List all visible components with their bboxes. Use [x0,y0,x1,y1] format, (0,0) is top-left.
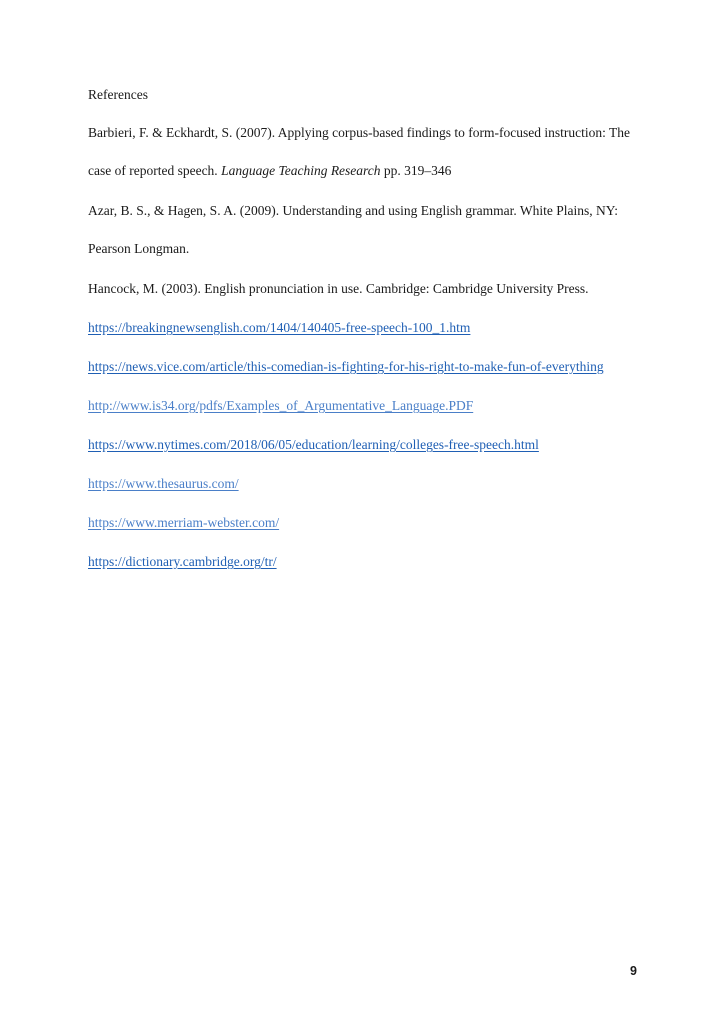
link-item [88,465,648,503]
reference-link-is34[interactable]: http://www.is34.org/pdfs/Examples_of_Argumentative_Language.PDF [88,398,474,413]
reference-link-vice[interactable]: https://news.vice.com/article/this-comedian-is-fighting-for-his-right-to-make-fun-of-everything [88,359,604,374]
reference-azar [88,192,648,268]
link-item [88,426,648,464]
reference-hancock [88,270,648,308]
reference-hancock-text: Hancock, M. (2003). English pronunciation in use. Cambridge: Cambridge University Press. [88,281,589,296]
reference-barbieri-pages: pp. 319–346 [380,163,452,178]
link-item [88,348,688,386]
reference-link-cambridge[interactable]: https://dictionary.cambridge.org/tr/ [88,554,277,569]
reference-link-nytimes[interactable]: https://www.nytimes.com/2018/06/05/education/learning/colleges-free-speech.html [88,437,539,452]
link-item [88,309,648,347]
link-item [88,504,648,542]
references-heading: References [88,87,148,102]
reference-link-thesaurus[interactable]: https://www.thesaurus.com/ [88,476,239,491]
reference-barbieri-text: Barbieri, F. & Eckhardt, S. (2007). Applying corpus-based findings to form-focused instruction: The case of reported speech. [88,125,630,178]
page-number: 9 [630,964,637,978]
link-item [88,543,648,581]
reference-link-breakingnews[interactable]: https://breakingnewsenglish.com/1404/140405-free-speech-100_1.htm [88,320,471,335]
reference-link-merriam-webster[interactable]: https://www.merriam-webster.com/ [88,515,280,530]
reference-barbieri-journal: Language Teaching Research [221,163,381,178]
reference-barbieri [88,114,648,190]
reference-azar-text: Azar, B. S., & Hagen, S. A. (2009). Understanding and using English grammar. White Plains, NY: Pearson Longman. [88,203,619,256]
link-item [88,387,648,425]
